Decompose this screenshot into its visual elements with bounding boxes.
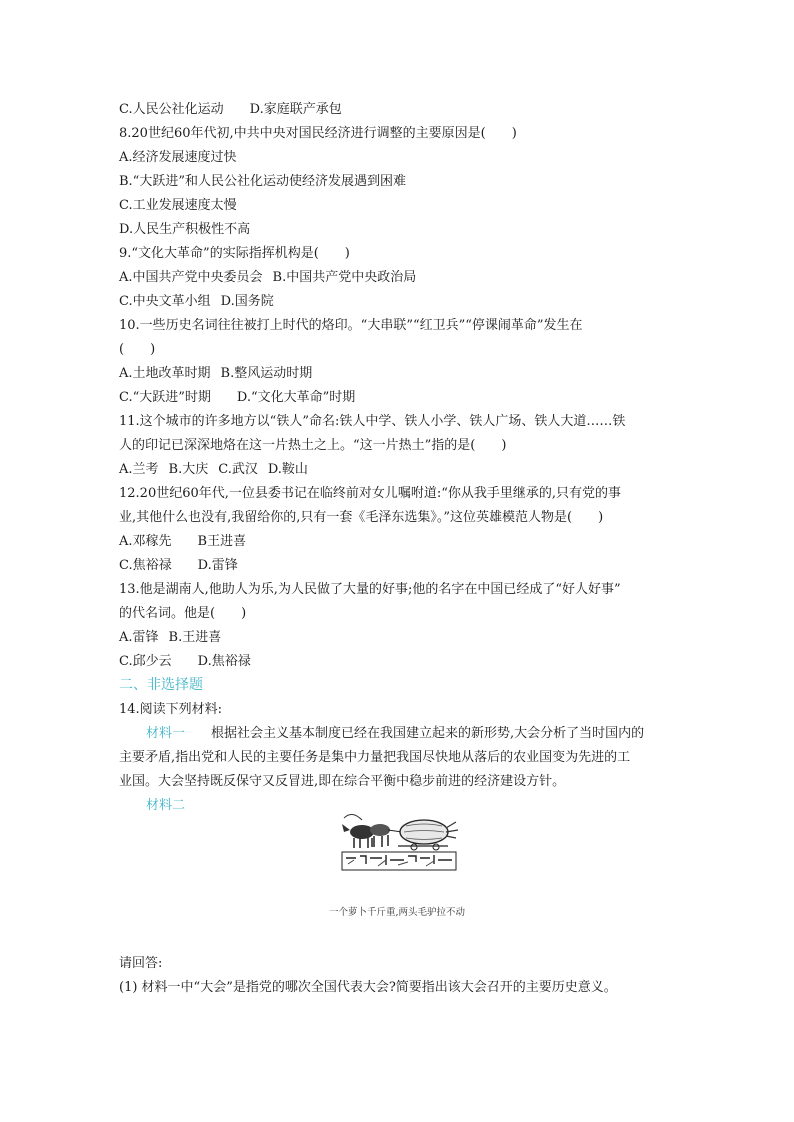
q9-stem: 9.“文化大革命”的实际指挥机构是( ) <box>119 246 350 261</box>
q13-option-b: B.王进喜 <box>168 630 222 645</box>
q11-stem-line2: 人的印记已深深地烙在这一片热土之上。“这一片热土”指的是( ) <box>119 438 507 453</box>
q11-stem-line1: 11.这个城市的许多地方以“铁人”命名:铁人中学、铁人小学、铁人广场、铁人大道……铁 <box>119 414 626 429</box>
material-one-text1: 根据社会主义基本制度已经在我国建立起来的新形势,大会分析了当时国内的 <box>211 726 645 741</box>
q12-stem-line1: 12.20世纪60年代,一位县委书记在临终前对女儿嘱咐道:“你从我手里继承的,只有党的事 <box>119 486 622 501</box>
q13-option-d: D.焦裕禄 <box>197 654 251 669</box>
q12-option-a: A.邓稼先 <box>119 534 172 549</box>
q9-options-ab <box>119 270 416 286</box>
material-one-line2: 主要矛盾,指出党和人民的主要任务是集中力量把我国尽快地从落后的农业国变为先进的工 <box>119 750 631 765</box>
cartoon-caption: 一个萝卜千斤重,两头毛驴拉不动 <box>328 907 466 918</box>
q7-option-d: D.家庭联产承包 <box>249 102 342 117</box>
section-heading: 二、非选择题 <box>119 677 203 693</box>
q9-option-b: B.中国共产党中央政治局 <box>272 270 417 285</box>
material-one-line1 <box>146 726 644 742</box>
q10-option-b: B.整风运动时期 <box>220 366 313 381</box>
q9-options-cd <box>119 294 274 310</box>
q8-option-b: B.“大跃进”和人民公社化运动使经济发展遇到困难 <box>119 174 406 189</box>
q10-option-d: D.“文化大革命”时期 <box>236 390 356 405</box>
q13-options-cd <box>119 654 251 670</box>
q8-option-d: D.人民生产积极性不高 <box>119 222 251 237</box>
q7-option-c: C.人民公社化运动 <box>119 102 224 117</box>
q10-option-a: A.土地改革时期 <box>119 366 211 381</box>
q7-options-cd <box>119 102 342 118</box>
q9-option-a: A.中国共产党中央委员会 <box>119 270 263 285</box>
q10-option-c: C.“大跃进”时期 <box>119 390 211 405</box>
q8-stem: 8.20世纪60年代初,中共中央对国民经济进行调整的主要原因是( ) <box>119 126 517 141</box>
q12-option-c: C.焦裕禄 <box>119 558 172 573</box>
q13-option-c: C.邱少云 <box>119 654 172 669</box>
q13-stem-line1: 13.他是湖南人,他助人为乐,为人民做了大量的好事;他的名字在中国已经成了“好人好事” <box>119 582 621 597</box>
q11-options <box>119 462 308 478</box>
q10-options-cd <box>119 390 355 406</box>
q10-stem-line1: 10.一些历史名词往往被打上时代的烙印。“大串联”“红卫兵”“停课闹革命”发生在 <box>119 318 583 333</box>
q9-option-c: C.中央文革小组 <box>119 294 211 309</box>
material-one-label: 材料一 <box>146 726 186 741</box>
q10-stem-line2: ( ) <box>119 342 156 357</box>
q8-option-c: C.工业发展速度太慢 <box>119 198 237 213</box>
q10-options-ab <box>119 366 312 382</box>
material-one-line3: 业国。大会坚持既反保守又反冒进,即在综合平衡中稳步前进的经济建设方针。 <box>119 774 566 789</box>
q9-option-d: D.国务院 <box>220 294 274 309</box>
answer-prompt: 请回答: <box>119 956 163 971</box>
material-two-label: 材料二 <box>146 798 186 813</box>
q13-options-ab <box>119 630 221 646</box>
q13-option-a: A.雷锋 <box>119 630 159 645</box>
radish-donkey-cartoon <box>338 808 460 876</box>
q11-option-b: B.大庆 <box>168 462 209 477</box>
q12-option-d: D.雷锋 <box>197 558 238 573</box>
q12-options-ab <box>119 534 246 550</box>
q14-subquestion-1: (1) 材料一中“大会”是指党的哪次全国代表大会?简要指出该大会召开的主要历史意义。 <box>119 980 617 995</box>
q12-stem-line2: 业,其他什么也没有,我留给你的,只有一套《毛泽东选集》。”这位英雄模范人物是( ) <box>119 510 604 525</box>
q14-stem: 14.阅读下列材料: <box>119 702 223 717</box>
q8-option-a: A.经济发展速度过快 <box>119 150 237 165</box>
q11-option-c: C.武汉 <box>218 462 258 477</box>
q13-stem-line2: 的代名词。他是( ) <box>119 606 247 621</box>
q11-option-d: D.鞍山 <box>267 462 308 477</box>
q11-option-a: A.兰考 <box>119 462 159 477</box>
q12-options-cd <box>119 558 238 574</box>
q12-option-b: B王进喜 <box>197 534 247 549</box>
